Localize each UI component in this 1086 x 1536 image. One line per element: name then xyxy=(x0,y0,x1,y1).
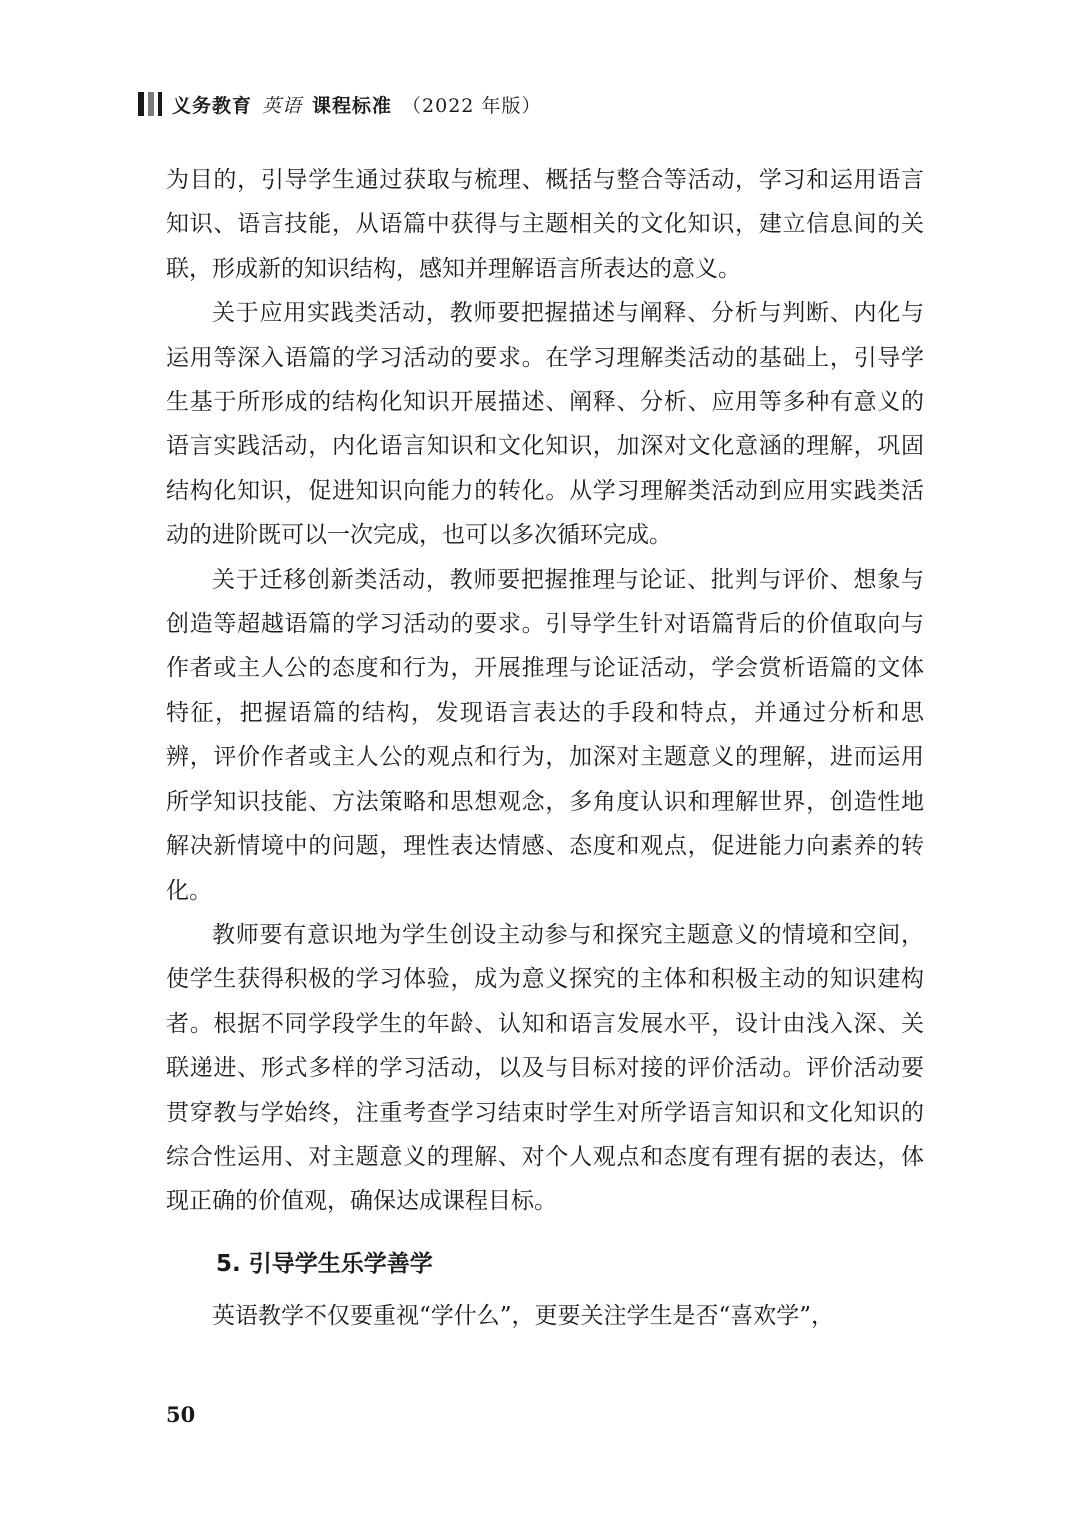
page-number: 50 xyxy=(166,1402,196,1427)
header-bar-mark-icon xyxy=(138,92,162,116)
header-title-prefix: 义务教育 xyxy=(172,94,253,117)
section-paragraph: 英语教学不仅要重视“学什么”，更要关注学生是否“喜欢学”， xyxy=(212,1302,835,1329)
header-edition: （2022 年版） xyxy=(402,94,542,117)
body-text xyxy=(166,158,924,1338)
running-header xyxy=(138,86,541,122)
header-title-suffix: 课程标准 xyxy=(312,94,393,117)
paragraph: 教师要有意识地为学生创设主动参与和探究主题意义的情境和空间，使学生获得积极的学习体验，成为意义探究的主体和积极主动的知识建构者。根据不同学段学生的年龄、认知和语言发展水平，设计由浅入深、关联递进、形式多样的学习活动，以及与目标对接的评价活动。评价活动要贯穿教与学始终，注重考查学习结束时学生对所学语言知识和文化知识的综合性运用、对主题意义的理解、对个人观点和态度有理有据的表达，体现正确的价值观，确保达成课程目标。 xyxy=(166,921,924,1215)
paragraph: 关于迁移创新类活动，教师要把握推理与论证、批判与评价、想象与创造等超越语篇的学习活动的要求。引导学生针对语篇背后的价值取向与作者或主人公的态度和行为，开展推理与论证活动，学会赏析语篇的文体特征，把握语篇的结构，发现语言表达的手段和特点，并通过分析和思辨，评价作者或主人公的观点和行为，加深对主题意义的理解，进而运用所学知识技能、方法策略和思想观念，多角度认识和理解世界，创造性地解决新情境中的问题，理性表达情感、态度和观点，促进能力向素养的转化。 xyxy=(166,566,924,904)
section-heading: 5. 引导学生乐学善学 xyxy=(216,1250,433,1277)
paragraph-continued: 为目的，引导学生通过获取与梳理、概括与整合等活动，学习和运用语言知识、语言技能，从语篇中获得与主题相关的文化知识，建立信息间的关联，形成新的知识结构，感知并理解语言所表达的意义。 xyxy=(166,167,924,282)
header-title-subject: 英语 xyxy=(262,94,303,117)
paragraph: 关于应用实践类活动，教师要把握描述与阐释、分析与判断、内化与运用等深入语篇的学习活动的要求。在学习理解类活动的基础上，引导学生基于所形成的结构化知识开展描述、阐释、分析、应用等多种有意义的语言实践活动，内化语言知识和文化知识，加深对文化意涵的理解，巩固结构化知识，促进知识向能力的转化。从学习理解类活动到应用实践类活动的进阶既可以一次完成，也可以多次循环完成。 xyxy=(166,300,924,549)
